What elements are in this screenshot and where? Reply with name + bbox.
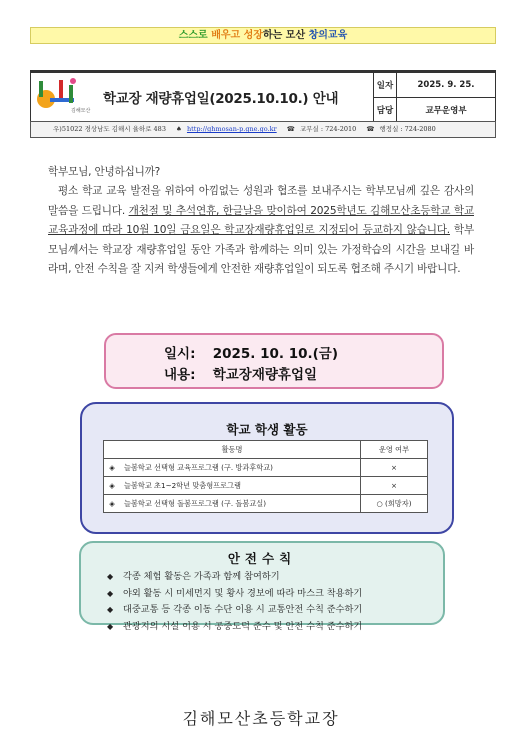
diamond-icon: ◈	[104, 495, 121, 513]
list-item	[107, 586, 362, 603]
safety-rule: 각종 체험 활동은 가족과 함께 참여하기	[123, 571, 280, 582]
safety-list	[107, 569, 362, 635]
activity-name: 늘봄학교 선택형 교육프로그램 (구. 방과후학교)	[120, 459, 361, 477]
safety-rule: 야외 활동 시 미세먼지 및 황사 경보에 따라 마스크 착용하기	[123, 587, 363, 599]
slogan-word-learn: 배우고	[211, 30, 241, 41]
school-website-link[interactable]: http://ghmosan-p.gne.go.kr	[186, 125, 277, 133]
school-slogan-banner	[30, 27, 496, 44]
activity-status: ×	[361, 459, 428, 477]
diamond-bullet-icon: ◆	[107, 588, 114, 598]
table-row	[104, 459, 428, 477]
principal-signature: 김해모산초등학교장	[182, 709, 340, 728]
safety-rule: 관광지의 시설 이용 시 공중도덕 준수 및 안전 수칙 준수하기	[123, 620, 363, 632]
greeting: 학부모님, 안녕하십니까?	[48, 166, 161, 178]
phone-icon: ☎	[366, 125, 375, 133]
activities-title: 학교 학생 활동	[226, 422, 308, 437]
safety-rule: 대중교통 등 각종 이동 수단 이용 시 교통안전 수칙 준수하기	[123, 604, 363, 616]
column-header-status: 운영 여부	[361, 441, 428, 459]
student-activities-box	[80, 402, 454, 534]
diamond-icon: ◈	[104, 459, 121, 477]
letter-text: 평소 학교 교육 발전을 위하여 아낌없는 성원과 협조를 보내주시는 학부모님께 깊은 감사의 말씀을 드립니다.	[48, 185, 474, 217]
logo-caption: 김해모산	[71, 108, 91, 114]
notice-title: 학교장 재량휴업일(2025.10.10.) 안내	[103, 91, 339, 107]
letter-body	[48, 163, 474, 279]
date-label: 일자	[374, 73, 397, 97]
meta-table	[373, 73, 495, 121]
activities-table	[103, 440, 428, 513]
slogan-word-self: 스스로	[178, 30, 208, 41]
event-date-value: 2025. 10. 10.(금)	[212, 346, 339, 362]
admin-phone: 행정실 : 724-2080	[379, 125, 436, 133]
dept-value: 교무운영부	[425, 106, 467, 116]
list-item	[107, 619, 362, 636]
column-header-activity: 활동명	[104, 441, 361, 459]
safety-title: 안전수칙	[227, 551, 297, 566]
activity-name: 늘봄학교 초1~2학년 맞춤형프로그램	[120, 477, 361, 495]
event-info-box	[104, 333, 444, 389]
table-row	[104, 495, 428, 513]
address-text: 우)51022 경상남도 김해시 율하로 483	[53, 125, 166, 133]
event-content-row	[164, 363, 317, 383]
contact-bar	[30, 121, 496, 138]
phone-icon: ☎	[286, 125, 295, 133]
diamond-bullet-icon: ◆	[107, 605, 114, 615]
office-phone: 교무실 : 724-2010	[299, 125, 357, 133]
diamond-icon: ◈	[104, 477, 121, 495]
event-date-label: 일시:	[164, 346, 196, 362]
slogan-word-grow: 성장	[243, 30, 263, 41]
slogan-word-creative: 창의교육	[308, 30, 348, 41]
notice-header	[30, 72, 496, 122]
slogan-word-mosan: 하는 모산	[263, 30, 306, 41]
date-value: 2025. 9. 25.	[417, 80, 475, 90]
event-date-row	[164, 342, 338, 362]
event-content-value: 학교장재량휴업일	[212, 367, 318, 383]
letter-paragraph	[48, 182, 474, 279]
holiday-notice-underlined: 개천절 및 추석연휴, 한글날을 맞이하여 2025학년도 김해모산초등학교 학교교육과정에 따라 10월 10일 금요일은 학교장재량휴업일로 지정되어 등교하지 않습니다.	[48, 204, 474, 237]
list-item	[107, 602, 362, 619]
home-icon: ♠	[176, 125, 182, 133]
list-item	[107, 569, 362, 586]
activity-status: ○ (희망자)	[361, 495, 428, 513]
dept-label: 담당	[374, 98, 397, 122]
diamond-bullet-icon: ◆	[107, 572, 114, 581]
diamond-bullet-icon: ◆	[107, 621, 114, 631]
activity-status: ×	[361, 477, 428, 495]
letter-text: 학부모님께서는 학교장 재량휴업일 동안 가족과 함께하는 의미 있는 가정학습의 시간을 보내길 바라며, 안전 수칙을 잘 지켜 학생들에게 안전한 재량휴업일이 되도록 협조해 주시기 바랍니다.	[48, 224, 474, 276]
event-content-label: 내용:	[164, 367, 196, 383]
safety-rules-box	[79, 541, 445, 632]
activity-name: 늘봄학교 선택형 돌봄프로그램 (구. 돌봄교실)	[120, 495, 361, 513]
table-row	[104, 477, 428, 495]
